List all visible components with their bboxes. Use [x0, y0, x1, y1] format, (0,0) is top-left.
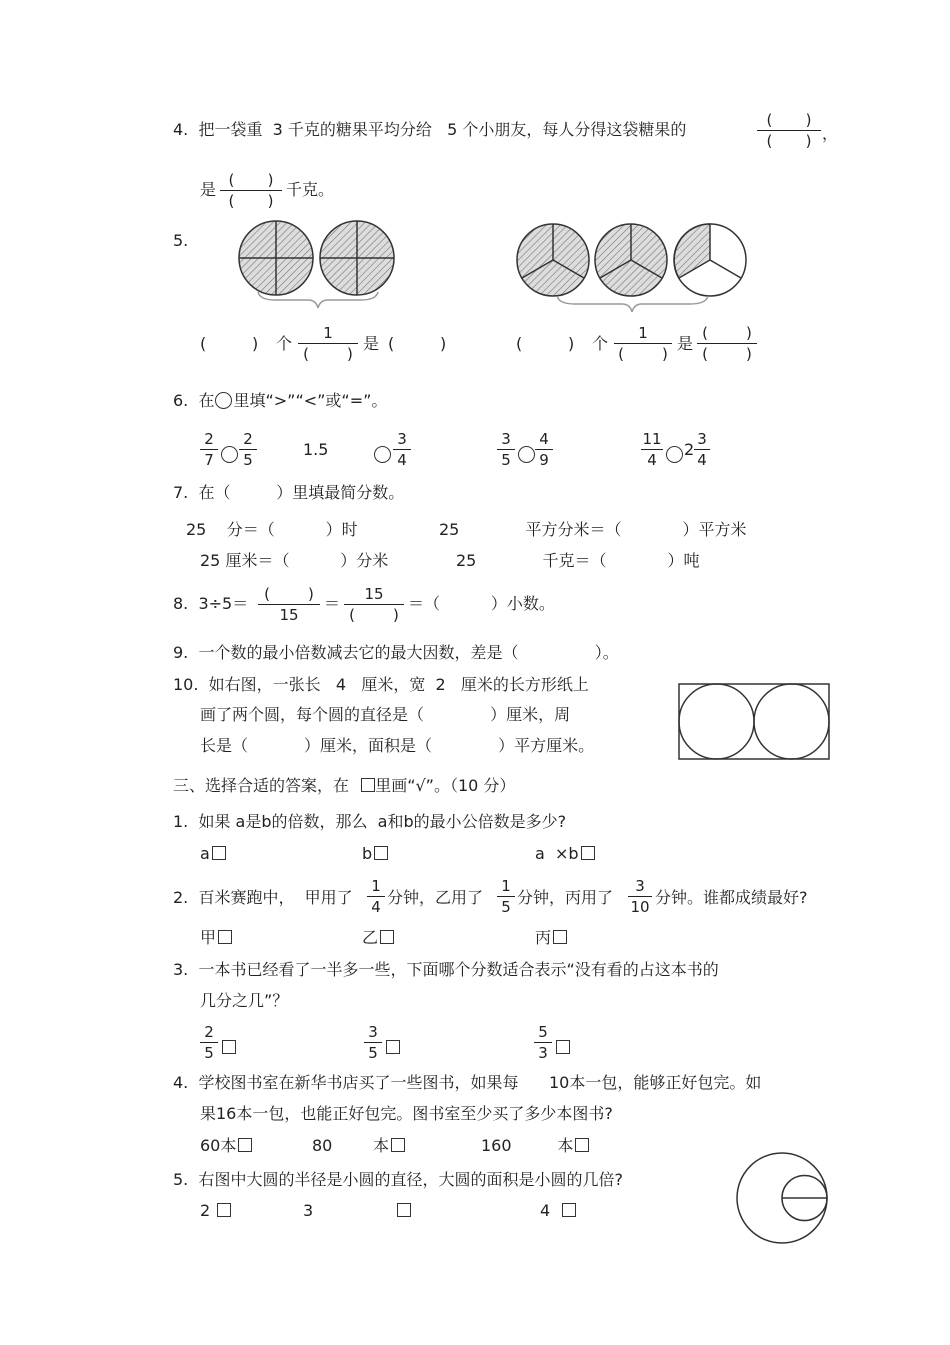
q5-right-ge: 个	[592, 334, 609, 353]
q5-right-blank[interactable]: ( )	[516, 334, 575, 353]
c1-option-2[interactable]: b	[362, 844, 388, 864]
q4-fraction-blank-1[interactable]: ( ) ( )	[757, 111, 821, 150]
c4-line1: 4. 学校图书室在新华书店买了一些图书，如果每 10本一包，能够正好包完。如	[173, 1073, 762, 1092]
q6-item2-b: 3 4	[393, 430, 411, 469]
q6-item3-compare-circle[interactable]	[518, 446, 535, 463]
quarter-circles-figure	[239, 221, 394, 308]
checkbox[interactable]	[217, 1203, 231, 1217]
brace-right	[557, 296, 708, 312]
q10-line3: 长是（ ）厘米，面积是（ ）平方厘米。	[200, 736, 595, 755]
q8-fraction-2[interactable]: 15 ( )	[344, 585, 404, 624]
q5-left-ge: 个	[276, 334, 293, 353]
c2-fraction-3: 3 10	[628, 877, 652, 916]
checkbox[interactable]	[386, 1040, 400, 1054]
q9-text: 9. 一个数的最小倍数减去它的最大因数，差是（ ）。	[173, 643, 619, 662]
checkbox[interactable]	[581, 846, 595, 860]
q6-item3-a: 3 5	[497, 430, 515, 469]
c3-option-1[interactable]: 2 5	[200, 1023, 210, 1073]
q7-title: 7. 在（ ）里填最简分数。	[173, 483, 405, 502]
c5-question: 5. 右图中大圆的半径是小圆的直径，大圆的面积是小圆的几倍?	[173, 1170, 623, 1189]
q4-line2-suffix: 千克。	[286, 180, 335, 199]
q6-item4-compare-circle[interactable]	[666, 446, 683, 463]
checkbox[interactable]	[556, 1040, 570, 1054]
q5-right-fraction[interactable]: 1 ( )	[614, 324, 672, 363]
c2-fraction-1: 1 4	[367, 877, 385, 916]
c4-line2: 果16本一包，也能正好包完。图书室至少买了多少本图书?	[200, 1104, 613, 1123]
checkbox[interactable]	[397, 1203, 411, 1217]
q7-row1-a: 25 分＝（ ）时	[186, 520, 358, 539]
q7-row1-b: 25 平方分米＝（ ）平方米	[439, 520, 747, 539]
q4-comma: ，	[822, 124, 839, 143]
q7-row2-a: 25 厘米＝（ ）分米	[200, 551, 389, 570]
c4-option-3[interactable]: 160 本	[481, 1136, 589, 1156]
c3-option-2[interactable]: 3 5	[364, 1023, 374, 1073]
c2-fraction-2: 1 5	[497, 877, 515, 916]
q6-item4-b: 3 4	[694, 430, 710, 469]
section3-heading: 三、选择合适的答案，在 里画“√”。（10 分）	[173, 776, 516, 795]
q4-line2-prefix: 是	[200, 180, 217, 199]
q8-suffix: ＝（ ）小数。	[408, 594, 555, 613]
q6-item1-b: 2 5	[239, 430, 257, 469]
checkbox[interactable]	[391, 1138, 405, 1152]
c2-question-c: 分钟，丙用了	[517, 888, 614, 907]
c3-option-3[interactable]: 5 3	[534, 1023, 544, 1073]
q5-right-shi: 是	[677, 334, 694, 353]
c2-question-d: 分钟。谁都成绩最好?	[655, 888, 808, 907]
checkbox[interactable]	[575, 1138, 589, 1152]
rectangle-two-circles-figure	[679, 684, 829, 759]
c1-question: 1. 如果 a是b的倍数，那么 a和b的最小公倍数是多少?	[173, 812, 567, 831]
q6-instruction	[173, 391, 387, 411]
q6-suffix: 里填“>”“<”或“=”。	[233, 391, 388, 410]
c1-option-3[interactable]: a ×b	[535, 844, 595, 864]
q6-item1-a: 2 7	[200, 430, 218, 469]
c2-question-b: 分钟，乙用了	[387, 888, 484, 907]
q5-left-shi: 是	[363, 334, 380, 353]
q10-line2: 画了两个圆，每个圆的直径是（ ）厘米，周	[200, 705, 571, 724]
checkbox[interactable]	[218, 930, 232, 944]
checkbox[interactable]	[553, 930, 567, 944]
q5-left-blank[interactable]: ( )	[200, 334, 259, 353]
c2-question-a: 2. 百米赛跑中， 甲用了	[173, 888, 353, 907]
checkbox[interactable]	[562, 1203, 576, 1217]
q5-number: 5.	[173, 231, 189, 250]
c5-option-2[interactable]: 3	[303, 1201, 411, 1221]
q8-eq: ＝	[324, 594, 341, 613]
q6-item1-compare-circle[interactable]	[221, 446, 238, 463]
c1-option-1[interactable]: a	[200, 844, 226, 864]
q5-right-answer-fraction[interactable]: ( ) ( )	[697, 324, 757, 363]
q6-item4-a: 11 4	[642, 430, 662, 469]
third-circles-figure	[517, 224, 746, 312]
c2-option-1[interactable]: 甲	[200, 928, 232, 948]
c3-line1: 3. 一本书已经看了一半多一些，下面哪个分数适合表示“没有看的占这本书的	[173, 960, 719, 979]
q6-item4-b-whole: 2	[684, 440, 695, 459]
checkbox[interactable]	[380, 930, 394, 944]
c2-option-2[interactable]: 乙	[362, 928, 394, 948]
q8-prefix: 8. 3÷5＝	[173, 594, 249, 613]
checkbox[interactable]	[374, 846, 388, 860]
q7-row2-b: 25 千克＝（ ）吨	[456, 551, 700, 570]
c5-option-1[interactable]: 2	[200, 1201, 231, 1221]
q6-prefix: 6. 在	[173, 391, 215, 410]
checkbox-icon	[361, 778, 375, 792]
compare-circle-icon	[215, 392, 232, 409]
c4-option-1[interactable]: 60本	[200, 1136, 252, 1156]
q4-line1: 4. 把一袋重 3 千克的糖果平均分给 5 个小朋友，每人分得这袋糖果的	[173, 120, 687, 139]
big-small-circle-figure	[737, 1153, 827, 1243]
checkbox[interactable]	[238, 1138, 252, 1152]
q5-left-answer-blank[interactable]: ( )	[388, 334, 447, 353]
c5-option-3[interactable]: 4	[540, 1201, 576, 1221]
c3-line2: 几分之几”？	[200, 991, 289, 1010]
q5-left-fraction[interactable]: 1 ( )	[298, 324, 358, 363]
q6-item2-compare-circle[interactable]	[374, 446, 391, 463]
c4-option-2[interactable]: 80 本	[312, 1136, 405, 1156]
q6-item2-a: 1.5	[303, 440, 329, 459]
c2-option-3[interactable]: 丙	[535, 928, 567, 948]
checkbox[interactable]	[212, 846, 226, 860]
q6-item3-b: 4 9	[535, 430, 553, 469]
q8-fraction-1[interactable]: ( ) 15	[258, 585, 320, 624]
q10-line1: 10. 如右图，一张长 4 厘米，宽 2 厘米的长方形纸上	[173, 675, 589, 694]
checkbox[interactable]	[222, 1040, 236, 1054]
q4-fraction-blank-2[interactable]: ( ) ( )	[220, 171, 282, 210]
